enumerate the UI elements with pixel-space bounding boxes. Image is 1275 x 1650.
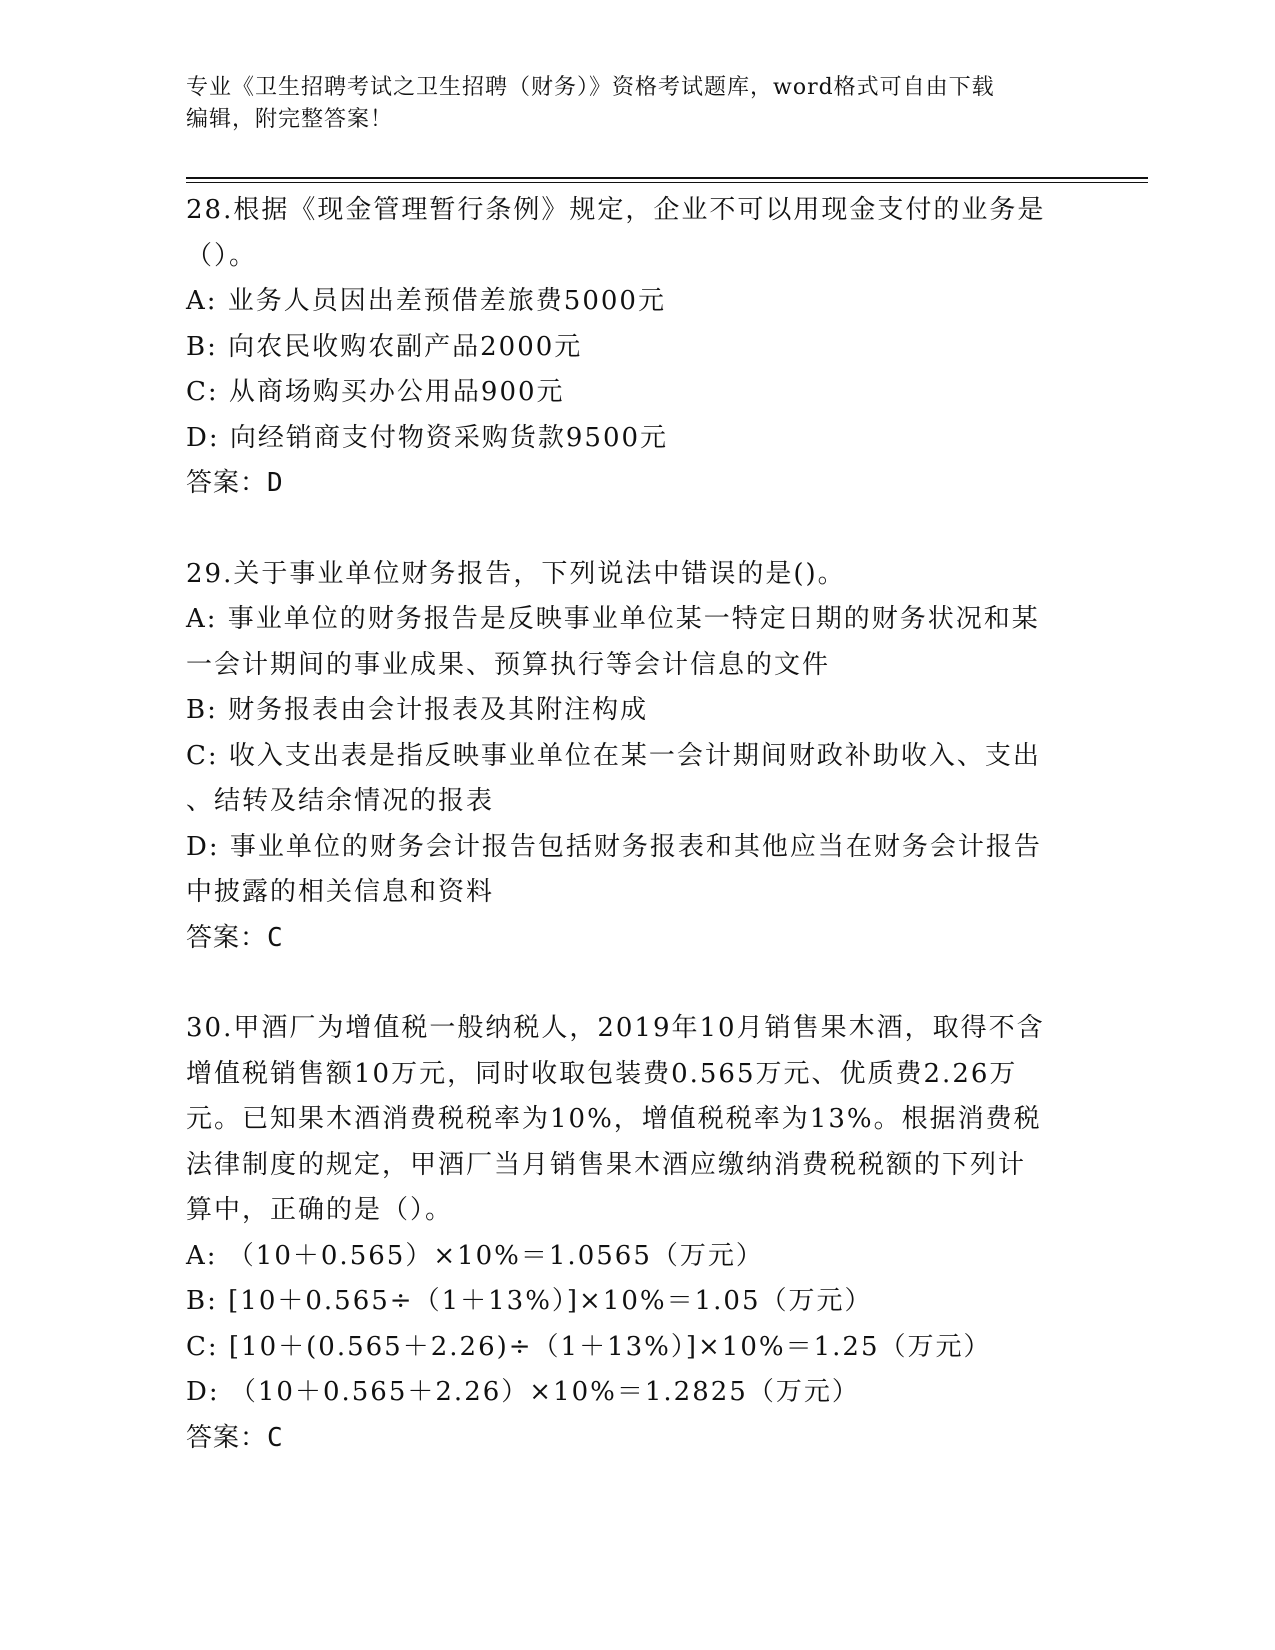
question-stem-line: 28.根据《现金管理暂行条例》规定，企业不可以用现金支付的业务是 bbox=[186, 195, 1046, 225]
option-c-continued: 、结转及结余情况的报表 bbox=[186, 786, 495, 816]
spacer bbox=[186, 961, 1076, 1006]
answer-label: 答案： bbox=[186, 468, 268, 498]
header-divider bbox=[186, 177, 1148, 179]
answer bbox=[186, 916, 1076, 962]
question-28 bbox=[186, 188, 1076, 507]
page-header bbox=[186, 72, 1086, 136]
answer-value: C bbox=[267, 1422, 284, 1453]
question-stem-line: 算中，正确的是（）。 bbox=[186, 1195, 454, 1225]
question-stem-line: 29.关于事业单位财务报告，下列说法中错误的是()。 bbox=[186, 558, 846, 589]
answer-value: D bbox=[267, 468, 284, 498]
option-c: C: 收入支出表是指反映事业单位在某一会计期间财政补助收入、支出 bbox=[186, 740, 1041, 771]
option-b: B: 向农民收购农副产品2000元 bbox=[186, 331, 583, 362]
answer-value: C bbox=[267, 922, 284, 953]
question-29 bbox=[186, 552, 1076, 962]
question-stem-line: 30.甲酒厂为增值税一般纳税人，2019年10月销售果木酒，取得不含 bbox=[186, 1013, 1045, 1043]
spacer bbox=[186, 507, 1076, 552]
header-line-1: 专业《卫生招聘考试之卫生招聘（财务）》资格考试题库，word格式可自由下载 bbox=[186, 75, 995, 100]
question-stem-line: 元。已知果木酒消费税税率为10%，增值税税率为13%。根据消费税 bbox=[186, 1104, 1042, 1134]
answer bbox=[186, 1416, 1076, 1462]
question-stem-line: （）。 bbox=[186, 240, 258, 271]
option-a: A: 业务人员因出差预借差旅费5000元 bbox=[186, 286, 666, 316]
option-c: C: [10＋(0.565＋2.26)÷（1＋13%）]×10%＝1.25（万元） bbox=[186, 1331, 992, 1362]
option-a-continued: 一会计期间的事业成果、预算执行等会计信息的文件 bbox=[186, 649, 831, 680]
header-line-2: 编辑，附完整答案！ bbox=[186, 107, 394, 132]
question-stem-line: 增值税销售额10万元，同时收取包装费0.565万元、优质费2.26万 bbox=[186, 1058, 1018, 1089]
option-d: D: 事业单位的财务会计报告包括财务报表和其他应当在财务会计报告 bbox=[186, 831, 1042, 862]
question-30 bbox=[186, 1006, 1076, 1461]
option-a: A: （10＋0.565）×10%＝1.0565（万元） bbox=[186, 1240, 764, 1271]
option-d: D: （10＋0.565＋2.26）×10%＝1.2825（万元） bbox=[186, 1377, 860, 1407]
question-stem-line: 法律制度的规定，甲酒厂当月销售果木酒应缴纳消费税税额的下列计 bbox=[186, 1149, 1027, 1180]
option-d: D: 向经销商支付物资采购货款9500元 bbox=[186, 422, 669, 453]
answer-label: 答案： bbox=[186, 922, 268, 953]
header-divider-thin bbox=[186, 182, 1148, 183]
option-b: B: 财务报表由会计报表及其附注构成 bbox=[186, 695, 649, 725]
question-list bbox=[186, 188, 1076, 1461]
answer bbox=[186, 461, 1076, 507]
option-b: B: [10＋0.565÷（1＋13%）]×10%＝1.05（万元） bbox=[186, 1286, 873, 1316]
option-c: C: 从商场购买办公用品900元 bbox=[186, 377, 565, 407]
answer-label: 答案： bbox=[186, 1422, 268, 1453]
option-d-continued: 中披露的相关信息和资料 bbox=[186, 877, 495, 907]
option-a: A: 事业单位的财务报告是反映事业单位某一特定日期的财务状况和某 bbox=[186, 604, 1040, 634]
